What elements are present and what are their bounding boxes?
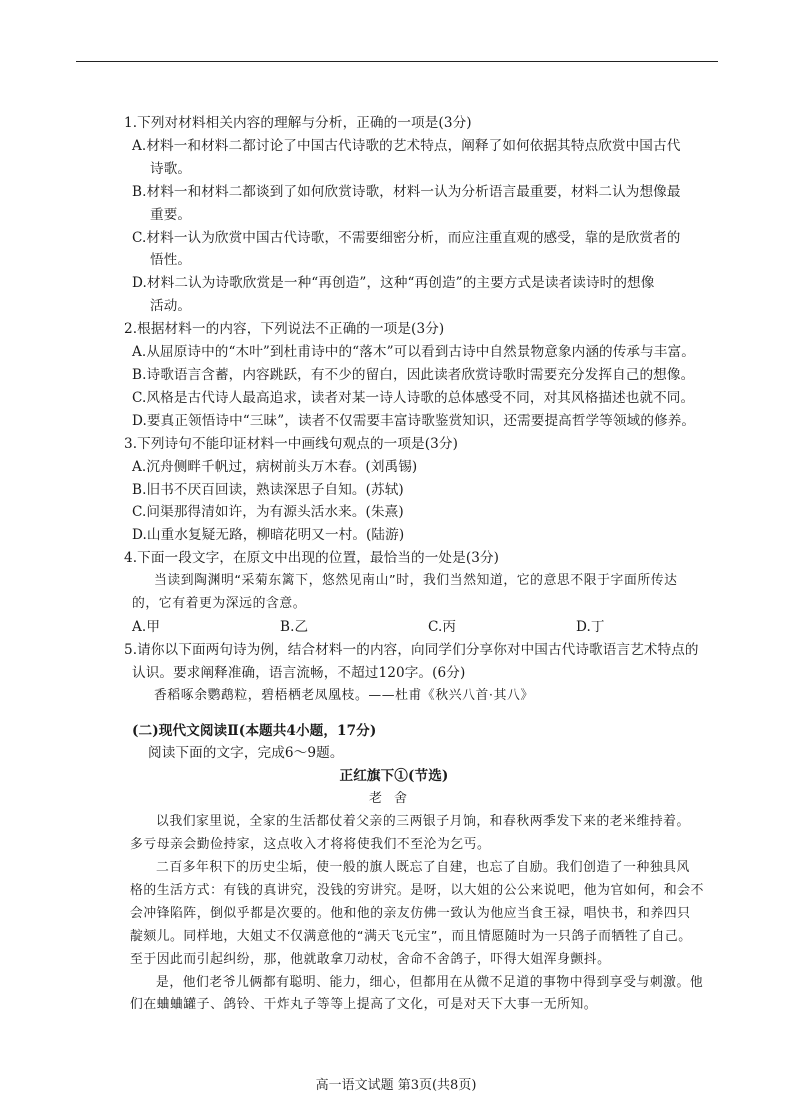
option-c: C.问渠那得清如许，为有源头活水来。(朱熹) (132, 504, 404, 521)
quoted-passage-continued: 的，它有着更为深远的含意。 (132, 596, 307, 612)
article-body (124, 811, 724, 1017)
option-c: C.风格是古代诗人最高追求，读者对某一诗人诗歌的总体感受不同，对其风格描述也就不同。 (132, 389, 695, 406)
paragraph-line: 至于因此而引起纠纷，那，他就敢拿刀动杖，舍命不舍鸽子，吓得大姐浑身颤抖。 (130, 951, 611, 967)
question-stem-continued: 认识。要求阐释准确，语言流畅，不超过120字。(6分) (132, 664, 466, 681)
option-b-continued: 重要。 (150, 206, 192, 223)
option-a: A.材料一和材料二都讨论了中国古代诗歌的艺术特点，阐释了如何依据其特点欣赏中国古代 (132, 137, 681, 154)
paragraph-line: 会冲锋陷阵，倒似乎都是次要的。他和他的亲友仿佛一致认为他应当食王禄，唱快书，和养四只 (130, 905, 691, 921)
option-d: D.材料二认为诗歌欣赏是一种“再创造”，这种“再创造”的主要方式是读者读诗时的想像 (132, 275, 655, 292)
section-title: (二)现代文阅读Ⅱ(本题共4小题，17分) (132, 722, 377, 739)
question-5 (124, 639, 724, 708)
question-1 (124, 112, 724, 318)
option-d: D.要真正领悟诗中“三昧”，读者不仅需要丰富诗歌鉴赏知识，还需要提高哲学等领域的修养。 (132, 412, 696, 429)
option-d: D.丁 (576, 618, 605, 635)
question-2 (124, 318, 724, 433)
paragraph-line: 们在蛐蛐罐子、鸽铃、干炸丸子等等上提高了文化，可是对天下大事一无所知。 (130, 997, 598, 1013)
option-b: B.诗歌语言含蓄，内容跳跃，有不少的留白，因此读者欣赏诗歌时需要充分发挥自己的想像。 (132, 366, 695, 383)
question-stem: 5.请你以下面两句诗为例，结合材料一的内容，向同学们分享你对中国古代诗歌语言艺术特点的 (124, 641, 699, 658)
option-b: B.材料一和材料二都谈到了如何欣赏诗歌，材料一认为分析语言最重要，材料二认为想像最 (132, 183, 681, 200)
option-d-continued: 活动。 (150, 298, 192, 315)
option-a: A.沉舟侧畔千帆过，病树前头万木春。(刘禹锡) (132, 458, 418, 475)
question-stem: 4.下面一段文字，在原文中出现的位置，最恰当的一处是(3分) (124, 550, 500, 567)
paragraph-line: 格的生活方式：有钱的真讲究，没钱的穷讲究。是呀，以大姐的公公来说吧，他为官如何，和会不 (130, 882, 704, 898)
option-a: A.甲 (132, 618, 161, 635)
poem-quote: 香稻啄余鹦鹉粒，碧梧栖老凤凰枝。——杜甫《秋兴八首·其八》 (154, 687, 534, 703)
paragraph-line: 二百多年积下的历史尘垢，使一般的旗人既忘了自建，也忘了自励。我们创造了一种独具风 (156, 860, 690, 875)
option-a: A.从屈原诗中的“木叶”到杜甫诗中的“落木”可以看到古诗中自然景物意象内涵的传承与丰富。 (132, 344, 695, 361)
option-d: D.山重水复疑无路，柳暗花明又一村。(陆游) (132, 527, 405, 544)
option-a-continued: 诗歌。 (150, 160, 192, 177)
exam-content (124, 112, 724, 1017)
option-c-continued: 悟性。 (150, 252, 192, 269)
option-c: C.丙 (428, 618, 457, 635)
paragraph-line: 靛颏儿。同样地，大姐丈不仅满意他的“满天飞元宝”，而且情愿随时为一只鸽子而牺牲了自己。 (130, 928, 692, 944)
question-stem: 2.根据材料一的内容，下列说法不正确的一项是(3分) (124, 321, 445, 338)
page-footer: 高一语文试题 第3页(共8页) (315, 1078, 477, 1093)
paragraph-line: 多亏母亲会勤俭持家，这点收入才将将使我们不至沦为乞丐。 (130, 837, 491, 853)
article-author: 老舍 (368, 791, 419, 807)
question-3 (124, 433, 724, 548)
section-instruction: 阅读下面的文字，完成6～9题。 (148, 745, 344, 762)
option-c: C.材料一认为欣赏中国古代诗歌，不需要细密分析，而应注重直观的感受，靠的是欣赏者的 (132, 229, 681, 246)
choice-row (124, 616, 724, 639)
question-stem: 1.下列对材料相关内容的理解与分析，正确的一项是(3分) (124, 115, 472, 131)
paragraph-line: 以我们家里说，全家的生活都仗着父亲的三两银子月饷，和春秋两季发下来的老米维持着。 (156, 814, 690, 830)
quoted-passage: 当读到陶渊明“采菊东篱下，悠然见南山”时，我们当然知道，它的意思不限于字面所传达 (154, 573, 678, 589)
question-stem: 3.下列诗句不能印证材料一中画线句观点的一项是(3分) (124, 435, 458, 452)
article-title: 正红旗下①(节选) (339, 768, 449, 785)
option-b: B.旧书不厌百回读，熟读深思子自知。(苏轼) (132, 481, 404, 498)
question-4 (124, 547, 724, 639)
paragraph-line: 是，他们老爷儿俩都有聪明、能力，细心，但都用在从微不足道的事物中得到享受与刺激。他 (156, 974, 704, 990)
header-rule (76, 61, 718, 62)
option-b: B.乙 (280, 618, 309, 635)
